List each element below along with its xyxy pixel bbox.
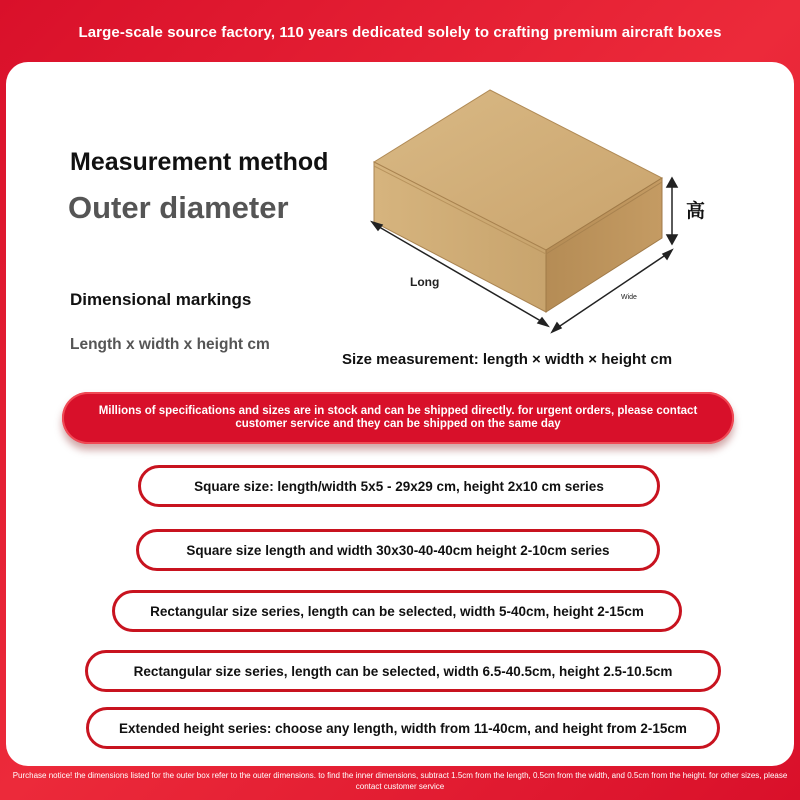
long-label: Long — [410, 275, 440, 289]
spec-square-large: Square size length and width 30x30-40-40cm height 2-10cm series — [136, 529, 660, 571]
banner-text: Large-scale source factory, 110 years dedicated solely to crafting premium aircraft boxes — [78, 23, 722, 41]
height-arrow — [667, 178, 677, 244]
spec-rectangular-half: Rectangular size series, length can be selected, width 6.5-40.5cm, height 2.5-10.5cm — [85, 650, 721, 692]
outer-diameter-title: Outer diameter — [68, 190, 289, 225]
height-label: 高 — [686, 200, 706, 222]
stock-notice-text: Millions of specifications and sizes are in stock and can be shipped directly. for urgent orders, please contact customer service and they can be shipped on the same day — [98, 405, 698, 430]
spec-square-small: Square size: length/width 5x5 - 29x29 cm, height 2x10 cm series — [138, 465, 660, 507]
dimensional-markings-heading: Dimensional markings — [70, 290, 252, 309]
spec-rectangular: Rectangular size series, length can be selected, width 5-40cm, height 2-15cm — [112, 590, 682, 632]
top-banner — [0, 0, 800, 64]
size-measurement-caption: Size measurement: length × width × height cm — [342, 351, 673, 368]
measurement-method-title: Measurement method — [70, 148, 329, 176]
purchase-notice: Purchase notice! the dimensions listed for the outer box refer to the outer dimensions. to find the inner dimensions, subtract 1.5cm from the length, 0.5cm from the width, and 0.5cm from the height. for other sizes, please contact customer service — [12, 771, 788, 791]
stock-notice-pill — [62, 392, 734, 444]
box-diagram — [362, 86, 722, 336]
spec-extended-height: Extended height series: choose any length, width from 11-40cm, and height from 2-15cm — [86, 707, 720, 749]
wide-label: Wide — [621, 294, 637, 301]
dimensional-formula: Length x width x height cm — [70, 336, 270, 353]
